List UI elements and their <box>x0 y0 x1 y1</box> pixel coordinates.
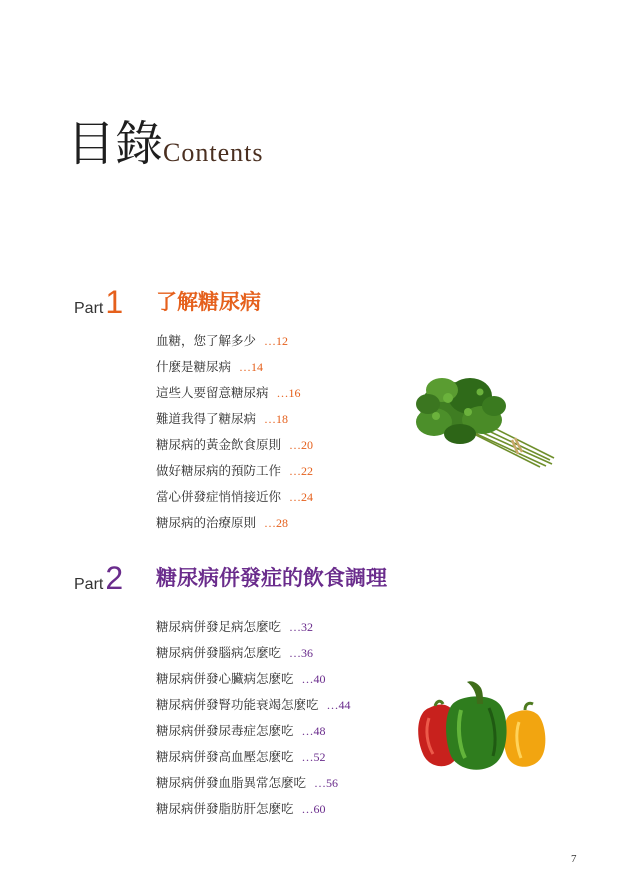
part-2-number: 2 <box>105 560 124 596</box>
toc-item[interactable] <box>156 513 313 539</box>
toc-item-page: …60 <box>301 802 326 816</box>
part-1-title[interactable]: 了解糖尿病 <box>156 290 261 314</box>
toc-item-text: 糖尿病的治療原則 <box>156 515 257 530</box>
toc-item[interactable] <box>156 331 313 357</box>
part-2-word: Part <box>74 576 104 593</box>
toc-item-page: …40 <box>301 672 326 686</box>
toc-item-page: …36 <box>289 646 314 660</box>
toc-item[interactable] <box>156 773 351 799</box>
title-main: 目錄 <box>67 116 164 172</box>
toc-item[interactable] <box>156 669 351 695</box>
toc-item-text: 糖尿病併發腎功能衰竭怎麼吃 <box>156 697 319 712</box>
toc-item[interactable] <box>156 357 313 383</box>
toc-item-page: …12 <box>264 334 289 348</box>
part-1-word: Part <box>74 300 104 317</box>
toc-item-page: …44 <box>326 698 351 712</box>
part-1-toc-list <box>156 331 313 539</box>
toc-item[interactable] <box>156 487 313 513</box>
page-number: 7 <box>571 853 577 865</box>
cilantro-leaves <box>416 378 506 444</box>
toc-item-text: 糖尿病的黃金飲食原則 <box>156 437 282 452</box>
yellow-pepper <box>504 703 546 767</box>
toc-item[interactable] <box>156 799 351 825</box>
toc-item-text: 糖尿病併發高血壓怎麼吃 <box>156 749 294 764</box>
toc-item[interactable] <box>156 643 351 669</box>
toc-item-page: …18 <box>264 412 289 426</box>
toc-item-text: 糖尿病併發腦病怎麼吃 <box>156 645 282 660</box>
part-2-toc-list <box>156 617 351 825</box>
toc-item[interactable] <box>156 409 313 435</box>
title-sub: Contents <box>163 138 264 167</box>
toc-item[interactable] <box>156 617 351 643</box>
toc-item-page: …28 <box>264 516 289 530</box>
toc-item[interactable] <box>156 435 313 461</box>
toc-item-text: 這些人要留意糖尿病 <box>156 385 269 400</box>
toc-item[interactable] <box>156 747 351 773</box>
toc-item-page: …24 <box>289 490 314 504</box>
part-1-label <box>74 286 123 318</box>
toc-item-text: 糖尿病併發足病怎麼吃 <box>156 619 282 634</box>
toc-item-page: …48 <box>301 724 326 738</box>
toc-item-text: 糖尿病併發血脂異常怎麼吃 <box>156 775 307 790</box>
toc-item-text: 血糖，您了解多少 <box>156 333 257 348</box>
toc-item-text: 做好糖尿病的預防工作 <box>156 463 282 478</box>
toc-item-page: …20 <box>289 438 314 452</box>
part-1-number: 1 <box>105 284 124 320</box>
toc-item[interactable] <box>156 695 351 721</box>
toc-item-text: 當心併發症悄悄接近你 <box>156 489 282 504</box>
toc-item-page: …56 <box>314 776 339 790</box>
toc-item-text: 糖尿病併發脂肪肝怎麼吃 <box>156 801 294 816</box>
part-2-title[interactable]: 糖尿病併發症的飲食調理 <box>156 566 387 590</box>
toc-item[interactable] <box>156 461 313 487</box>
toc-item-page: …32 <box>289 620 314 634</box>
cilantro-image <box>412 368 562 470</box>
toc-item[interactable] <box>156 383 313 409</box>
toc-item-page: …14 <box>239 360 264 374</box>
bell-peppers-image <box>415 678 555 774</box>
toc-item-page: …52 <box>301 750 326 764</box>
part-2-label <box>74 562 123 594</box>
toc-item[interactable] <box>156 721 351 747</box>
green-pepper <box>446 681 507 769</box>
toc-item-text: 什麼是糖尿病 <box>156 359 232 374</box>
toc-item-page: …22 <box>289 464 314 478</box>
toc-item-page: …16 <box>276 386 301 400</box>
toc-item-text: 糖尿病併發心臟病怎麼吃 <box>156 671 294 686</box>
toc-item-text: 難道我得了糖尿病 <box>156 411 257 426</box>
toc-item-text: 糖尿病併發尿毒症怎麼吃 <box>156 723 294 738</box>
